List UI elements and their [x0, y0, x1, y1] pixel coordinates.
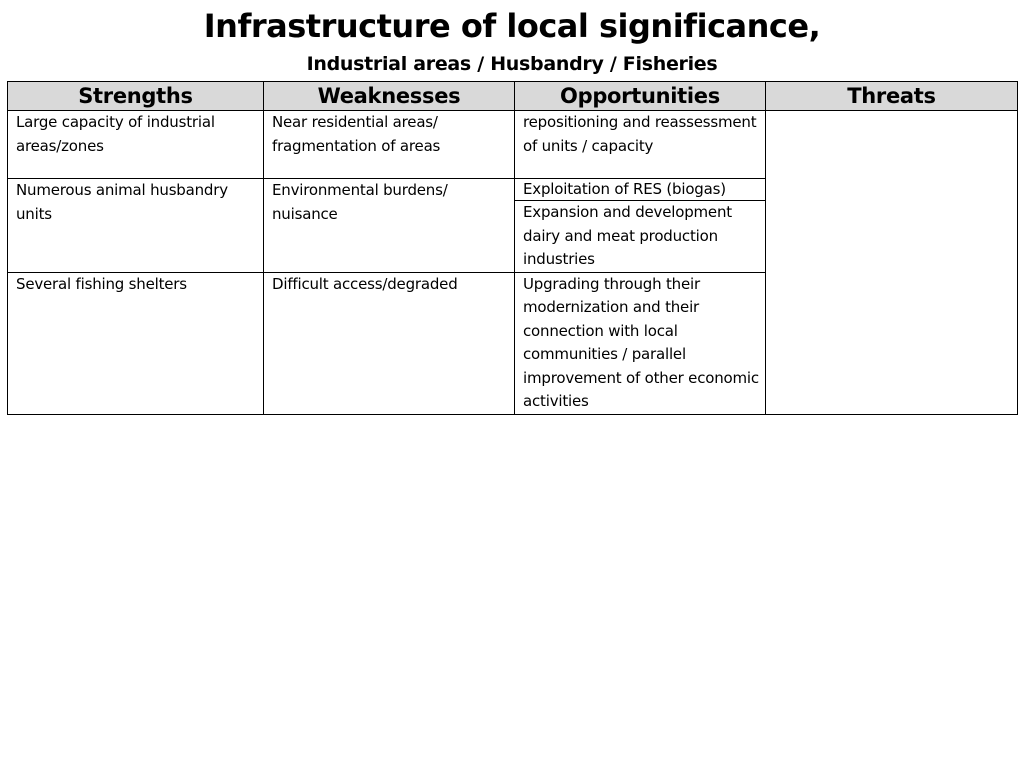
weakness-cell: Difficult access/degraded [264, 272, 515, 414]
strength-cell: Several fishing shelters [8, 272, 264, 414]
column-header-strengths: Strengths [8, 82, 264, 111]
threats-cell [766, 111, 1018, 415]
column-header-weaknesses: Weaknesses [264, 82, 515, 111]
table-row [8, 111, 1018, 179]
strength-cell: Large capacity of industrial areas/zones [8, 111, 264, 179]
page-title: Infrastructure of local significance, [203, 7, 821, 45]
swot-table [7, 81, 1018, 415]
weakness-cell: Environmental burdens/ nuisance [264, 179, 515, 273]
weakness-cell: Near residential areas/ fragmentation of areas [264, 111, 515, 179]
column-header-opportunities: Opportunities [515, 82, 766, 111]
page-subtitle: Industrial areas / Husbandry / Fisheries [306, 53, 718, 75]
strength-cell: Numerous animal husbandry units [8, 179, 264, 273]
opportunity-cell: Exploitation of RES (biogas) [515, 179, 766, 201]
opportunity-cell: Upgrading through their modernization and their connection with local communities / parallel improvement of other economic activities [515, 272, 766, 414]
opportunity-cell: repositioning and reassessment of units / capacity [515, 111, 766, 179]
table-header-row [8, 82, 1018, 111]
opportunity-cell: Expansion and development dairy and meat production industries [515, 201, 766, 273]
column-header-threats: Threats [766, 82, 1018, 111]
